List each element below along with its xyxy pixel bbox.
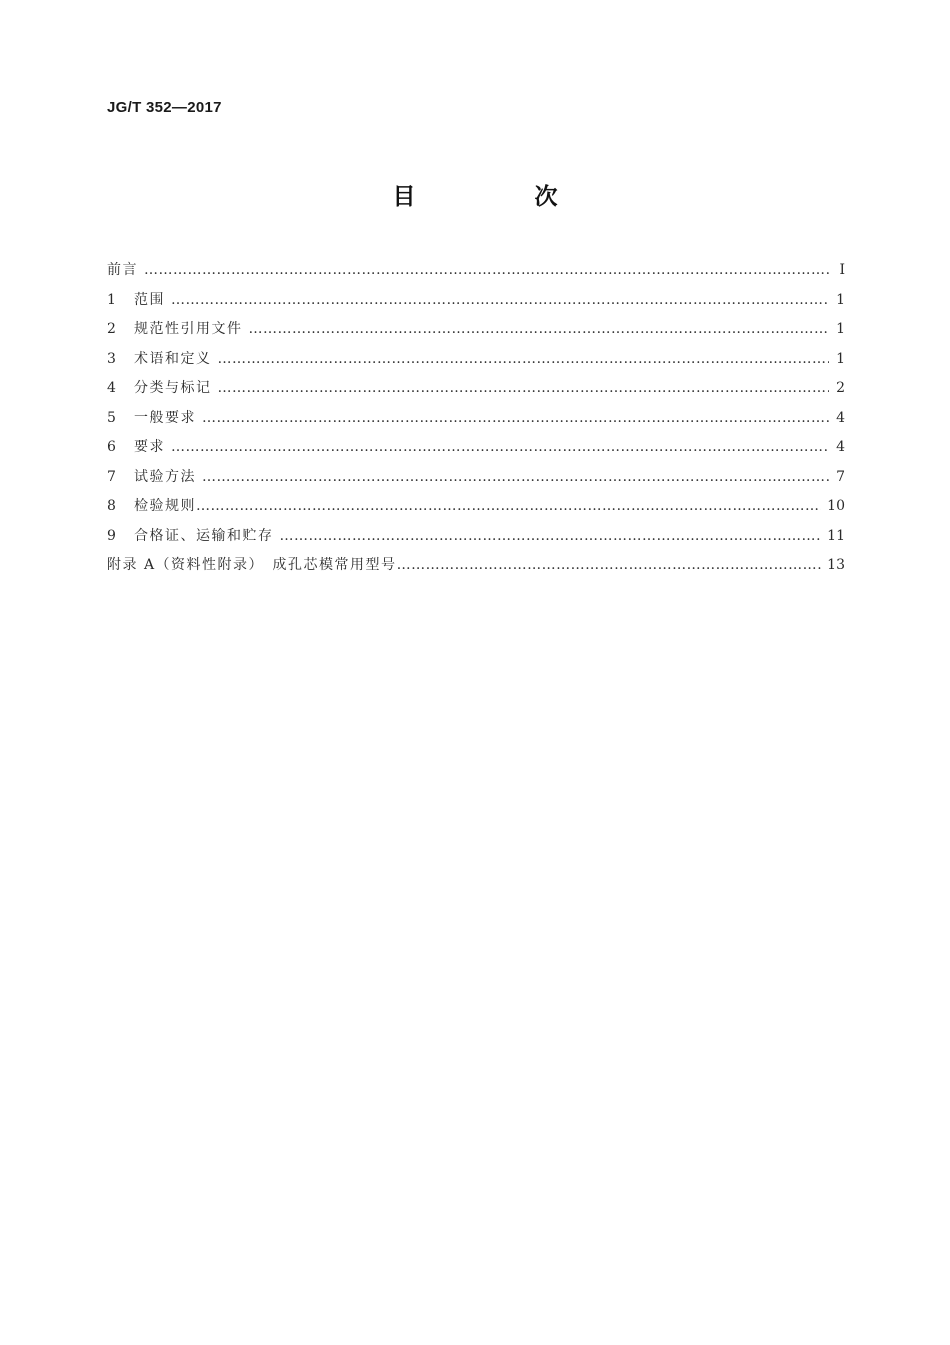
dot-leader	[202, 465, 829, 489]
toc-entry-page: 1	[836, 350, 845, 367]
dot-leader	[218, 347, 830, 371]
toc-entry-number: 9	[107, 527, 116, 544]
page-title: 目 次	[392, 184, 606, 210]
toc-entry-number: 1	[107, 291, 116, 308]
toc-entry-number: 8	[107, 498, 116, 514]
toc-entry-page: 4	[836, 439, 845, 455]
dot-leader	[144, 258, 829, 282]
dot-leader	[218, 376, 830, 400]
toc-entry-label: 合格证、运输和贮存	[134, 527, 274, 544]
toc-entry-page: 13	[827, 557, 845, 573]
toc-entry-label: 试验方法	[134, 468, 196, 485]
toc-entry-classification[interactable]	[107, 376, 845, 406]
toc-entry-page: 1	[836, 291, 845, 308]
toc-entry-number: 3	[107, 350, 116, 367]
toc-entry-requirements[interactable]	[107, 435, 845, 465]
toc-entry-label: 检验规则	[134, 498, 196, 514]
toc-entry-page: 4	[836, 409, 845, 426]
toc-entry-label: 范围	[134, 291, 165, 308]
toc-entry-test-methods[interactable]	[107, 465, 845, 495]
dot-leader	[171, 288, 829, 312]
toc-entry-label: 术语和定义	[134, 350, 212, 367]
toc-entry-number: 7	[107, 468, 116, 485]
toc-entry-general-requirements[interactable]	[107, 406, 845, 436]
dot-leader	[171, 435, 829, 459]
toc-entry-label: 前言	[107, 262, 138, 278]
dot-leader	[280, 524, 822, 548]
toc-entry-certificate-transport-storage[interactable]	[107, 524, 845, 554]
toc-entry-number: 5	[107, 409, 116, 426]
toc-entry-label: 一般要求	[134, 409, 196, 426]
toc-entry-number: 2	[107, 321, 116, 337]
toc-entry-label: 分类与标记	[134, 380, 212, 396]
toc-entry-page: Ⅰ	[839, 262, 845, 278]
toc-entry-inspection-rules[interactable]	[107, 494, 845, 524]
toc-entry-page: 2	[836, 380, 845, 396]
dot-leader	[397, 553, 822, 577]
toc-entry-annex-a[interactable]	[107, 553, 845, 583]
toc-entry-scope[interactable]	[107, 288, 845, 318]
toc-entry-label: 规范性引用文件	[134, 321, 243, 337]
toc-entry-label: 附录 A（资料性附录） 成孔芯模常用型号	[107, 557, 397, 573]
toc-entry-page: 1	[836, 321, 845, 337]
toc-entry-page: 7	[836, 468, 845, 485]
toc-entry-normative-references[interactable]	[107, 317, 845, 347]
toc-entry-foreword[interactable]	[107, 258, 845, 288]
toc-entry-number: 4	[107, 380, 116, 396]
toc-entry-page: 11	[827, 527, 845, 544]
toc-entry-terms-definitions[interactable]	[107, 347, 845, 377]
toc-entry-label: 要求	[134, 439, 165, 455]
dot-leader	[196, 494, 821, 518]
table-of-contents	[107, 258, 845, 583]
dot-leader	[249, 317, 830, 341]
toc-entry-page: 10	[827, 498, 845, 514]
dot-leader	[202, 406, 829, 430]
document-code: JG/T 352—2017	[107, 99, 222, 116]
toc-entry-number: 6	[107, 439, 116, 455]
